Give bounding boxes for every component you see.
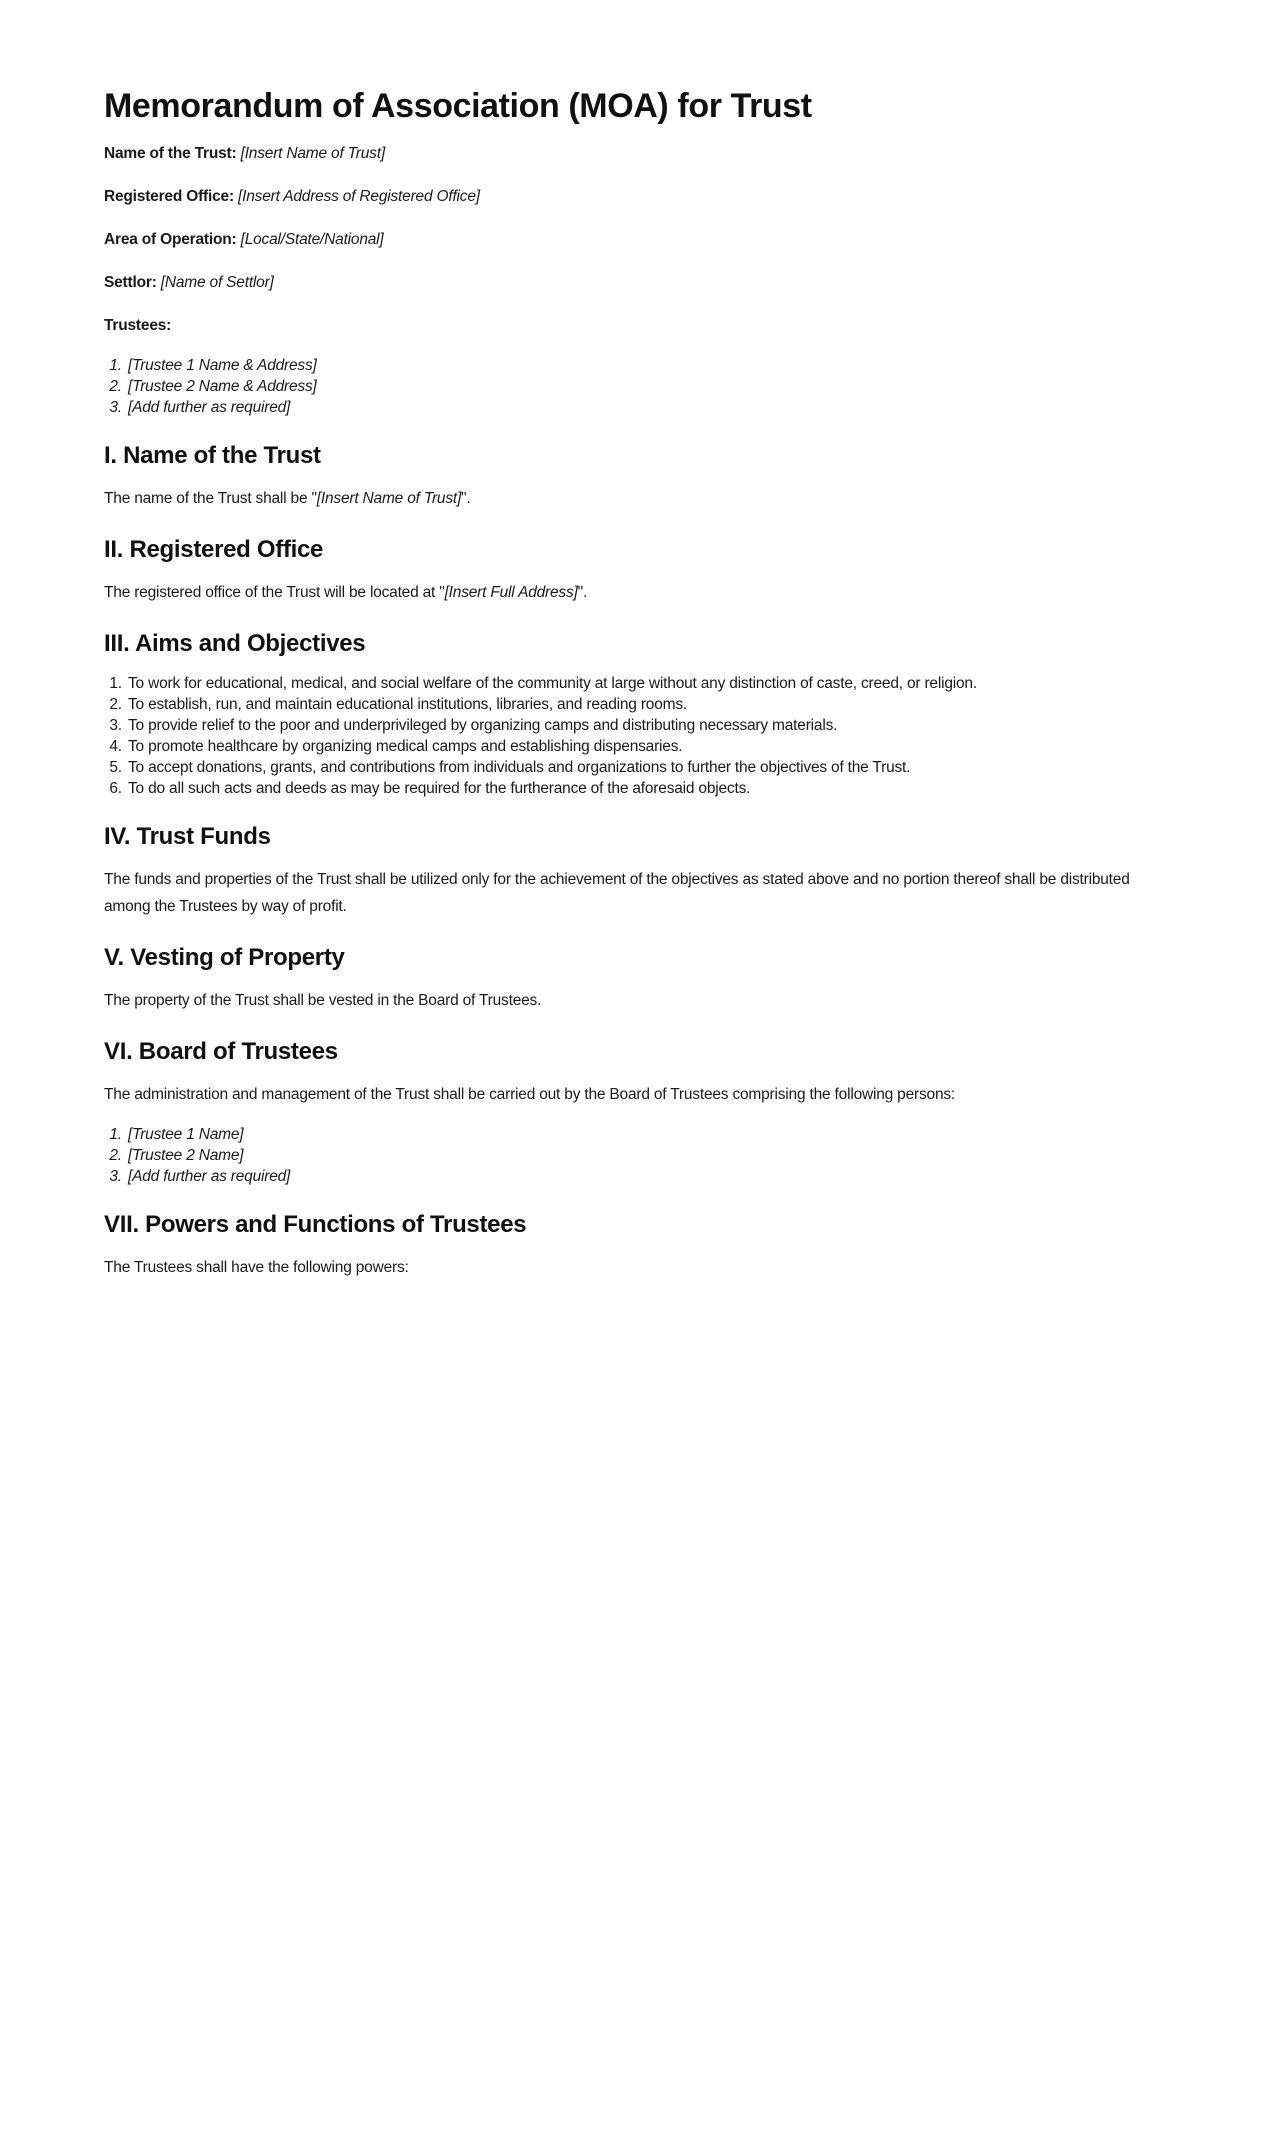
section-heading-trust-funds: IV. Trust Funds	[104, 823, 271, 850]
document-title: Memorandum of Association (MOA) for Trust	[104, 87, 812, 125]
paragraph-text: The name of the Trust shall be "	[104, 490, 317, 507]
section-paragraph-powers-and-functions: The Trustees shall have the following powers:	[104, 1259, 409, 1276]
list-item: 3. [Add further as required]	[126, 1166, 1159, 1187]
field-name-of-trust-label: Name of the Trust:	[104, 145, 237, 162]
section-heading-vesting-of-property: V. Vesting of Property	[104, 944, 345, 971]
section-heading-board-of-trustees: VI. Board of Trustees	[104, 1038, 338, 1065]
field-settlor	[104, 269, 1159, 296]
paragraph-text: ".	[577, 584, 588, 601]
section-heading-registered-office: II. Registered Office	[104, 536, 324, 563]
section-heading-aims-and-objectives: III. Aims and Objectives	[104, 630, 366, 657]
paragraph-text: The registered office of the Trust will be located at "	[104, 584, 445, 601]
list-item: 4. To promote healthcare by organizing medical camps and establishing dispensaries.	[126, 736, 1159, 757]
field-registered-office-label: Registered Office:	[104, 188, 234, 205]
field-trustees	[104, 312, 1159, 339]
list-item: 1. [Trustee 1 Name & Address]	[126, 355, 1159, 376]
field-settlor-label: Settlor:	[104, 274, 157, 291]
field-name-of-trust	[104, 140, 1159, 167]
field-registered-office-value: [Insert Address of Registered Office]	[238, 188, 480, 205]
board-of-trustees-list	[104, 1124, 1159, 1187]
list-item: 3. [Add further as required]	[126, 397, 1159, 418]
paragraph-text: ".	[461, 490, 471, 507]
list-item: 3. To provide relief to the poor and underprivileged by organizing camps and distributing necessary materials.	[126, 715, 1159, 736]
list-item: 5. To accept donations, grants, and contributions from individuals and organizations to further the objectives of the Trust.	[126, 757, 1159, 778]
field-area-of-operation-label: Area of Operation:	[104, 231, 237, 248]
aims-and-objectives-list	[104, 673, 1159, 799]
field-area-of-operation-value: [Local/State/National]	[240, 231, 384, 248]
section-paragraph-name-of-trust	[104, 485, 1159, 512]
section-heading-name-of-trust: I. Name of the Trust	[104, 442, 321, 469]
field-trustees-label: Trustees:	[104, 317, 172, 334]
section-paragraph-vesting-of-property: The property of the Trust shall be vested in the Board of Trustees.	[104, 992, 542, 1009]
placeholder-text: [Insert Full Address]	[444, 584, 578, 601]
field-name-of-trust-value: [Insert Name of Trust]	[240, 145, 385, 162]
trustees-address-list	[104, 355, 1159, 418]
list-item: 6. To do all such acts and deeds as may be required for the furtherance of the aforesaid objects.	[126, 778, 1159, 799]
list-item: 2. [Trustee 2 Name & Address]	[126, 376, 1159, 397]
field-registered-office	[104, 183, 1159, 210]
list-item: 1. To work for educational, medical, and social welfare of the community at large without any distinction of caste, creed, or religion.	[126, 673, 1159, 694]
list-item: 2. To establish, run, and maintain educational institutions, libraries, and reading rooms.	[126, 694, 1159, 715]
list-item: 2. [Trustee 2 Name]	[126, 1145, 1159, 1166]
section-paragraph-registered-office	[104, 579, 1159, 606]
placeholder-text: [Insert Name of Trust]	[316, 490, 462, 507]
field-settlor-value: [Name of Settlor]	[160, 274, 274, 291]
list-item: 1. [Trustee 1 Name]	[126, 1124, 1159, 1145]
section-heading-powers-and-functions: VII. Powers and Functions of Trustees	[104, 1211, 527, 1238]
section-paragraph-board-of-trustees: The administration and management of the Trust shall be carried out by the Board of Trustees comprising the following persons:	[104, 1086, 956, 1103]
field-area-of-operation	[104, 226, 1159, 253]
section-paragraph-trust-funds: The funds and properties of the Trust shall be utilized only for the achievement of the objectives as stated above and no portion thereof shall be distributed among the Trustees by way of profit.	[104, 871, 1130, 915]
